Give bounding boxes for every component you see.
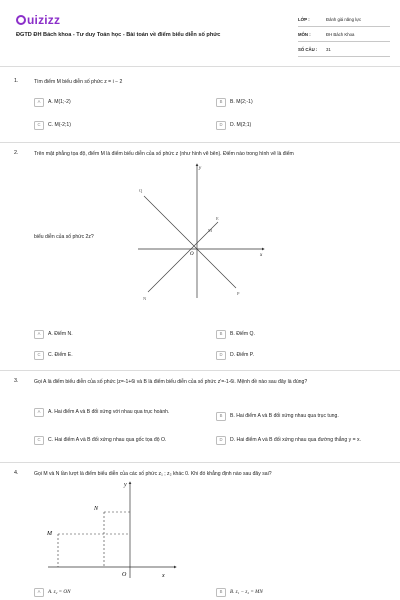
option-text: B. M(2;-1) bbox=[230, 99, 253, 105]
option-letter: A bbox=[34, 408, 44, 417]
option-c[interactable] bbox=[34, 121, 204, 134]
option-c[interactable] bbox=[34, 436, 204, 454]
question-divider bbox=[0, 142, 400, 143]
meta-row-count bbox=[298, 42, 390, 57]
meta-row-class bbox=[298, 12, 390, 27]
worksheet-meta bbox=[298, 12, 390, 57]
question-4 bbox=[0, 468, 400, 600]
option-b[interactable] bbox=[216, 98, 392, 111]
option-letter: A bbox=[34, 330, 44, 339]
question-number: 1. bbox=[14, 78, 19, 84]
option-letter: B bbox=[216, 412, 226, 421]
header-divider bbox=[0, 66, 400, 67]
worksheet-title: ĐGTD ĐH Bách khoa - Tư duy Toán học - Bài toán về điểm biểu diễn số phức bbox=[16, 32, 221, 38]
option-text: C. M(-2;1) bbox=[48, 122, 71, 128]
question-3 bbox=[0, 376, 400, 460]
question-number: 4. bbox=[14, 470, 19, 476]
question-text: Trên mặt phẳng tọa độ, điểm M là điểm biểu diễn của số phức z (như hình vẽ bên). Điểm nào trong hình vẽ là điểm bbox=[34, 151, 294, 157]
option-text: A. Điểm N. bbox=[48, 331, 73, 337]
option-text: A. M(1;-2) bbox=[48, 99, 71, 105]
option-d[interactable] bbox=[216, 436, 392, 454]
x-axis-label: x bbox=[260, 253, 263, 258]
meta-value: ĐH Bách Khoa bbox=[326, 31, 355, 37]
option-letter: A bbox=[34, 98, 44, 107]
question-number: 2. bbox=[14, 150, 19, 156]
point-n-label: N bbox=[143, 296, 147, 301]
option-a[interactable] bbox=[34, 588, 204, 600]
option-text: A. Hai điểm A và B đối xứng với nhau qua trục hoành. bbox=[48, 409, 170, 415]
question-divider bbox=[0, 370, 400, 371]
meta-key: LỚP : bbox=[298, 16, 310, 22]
option-a[interactable] bbox=[34, 98, 204, 111]
option-b[interactable] bbox=[216, 412, 392, 425]
question-1 bbox=[0, 78, 400, 138]
quizizz-logo: uizizz bbox=[16, 13, 60, 27]
option-text: C. Điểm E. bbox=[48, 352, 73, 358]
question-text: Gọi M và N lần lượt là điểm biểu diễn của các số phức z₁ ; z₂ khác 0. Khi đó khẳng định nào sau đây sai? bbox=[34, 471, 272, 477]
option-text: D. Điểm P. bbox=[230, 352, 254, 358]
y-axis-label: y bbox=[199, 166, 202, 171]
option-a[interactable] bbox=[34, 330, 204, 343]
question-text-continued: biểu diễn của số phức 2z? bbox=[34, 234, 94, 240]
option-letter: D bbox=[216, 436, 226, 445]
option-letter: B bbox=[216, 588, 226, 597]
question-divider bbox=[0, 462, 400, 463]
question-text: Gọi A là điểm biểu diễn của số phức |z=-1+6i và B là điểm biểu diễn của số phức z'=-1-6i. Mệnh đề nào sau đây là đúng? bbox=[34, 379, 308, 385]
question-2 bbox=[0, 148, 400, 368]
coordinate-figure-q2 bbox=[130, 158, 270, 303]
origin-label: O bbox=[122, 572, 127, 578]
meta-row-subject bbox=[298, 27, 390, 42]
option-a[interactable] bbox=[34, 408, 204, 426]
option-c[interactable] bbox=[34, 351, 204, 364]
question-text: Tìm điểm M biểu diễn số phức z = i − 2 bbox=[34, 79, 123, 85]
point-m-label: M bbox=[208, 228, 213, 233]
option-b[interactable] bbox=[216, 330, 392, 343]
option-letter: B bbox=[216, 98, 226, 107]
point-e-label: E bbox=[216, 216, 219, 221]
option-d[interactable] bbox=[216, 351, 392, 364]
x-axis-label: x bbox=[162, 573, 165, 579]
origin-label: O bbox=[190, 252, 194, 257]
option-text: B. z₁ − z₂ = MN bbox=[230, 589, 263, 595]
option-letter: C bbox=[34, 121, 44, 130]
question-number: 3. bbox=[14, 378, 19, 384]
point-n-label: N bbox=[94, 506, 99, 512]
option-letter: C bbox=[34, 436, 44, 445]
logo-q-icon bbox=[16, 15, 26, 25]
point-p-label: P bbox=[237, 291, 240, 296]
option-text: B. Điểm Q. bbox=[230, 331, 255, 337]
option-text: D. Hai điểm A và B đối xứng nhau qua đường thẳng y = x. bbox=[230, 437, 361, 443]
y-axis-label: y bbox=[124, 482, 127, 488]
option-d[interactable] bbox=[216, 121, 392, 134]
option-letter: D bbox=[216, 121, 226, 130]
point-m-label: M bbox=[47, 531, 52, 537]
option-b[interactable] bbox=[216, 588, 392, 600]
coordinate-figure-q4 bbox=[38, 478, 178, 583]
option-letter: B bbox=[216, 330, 226, 339]
meta-value: Đánh giá năng lực bbox=[326, 16, 362, 22]
meta-key: SỐ CÂU : bbox=[298, 46, 318, 52]
worksheet-header bbox=[0, 0, 400, 66]
option-text: B. Hai điểm A và B đối xứng nhau qua trục tung. bbox=[230, 413, 339, 419]
point-q-label: Q bbox=[139, 188, 143, 193]
meta-key: MÔN : bbox=[298, 31, 311, 37]
option-letter: D bbox=[216, 351, 226, 360]
option-letter: C bbox=[34, 351, 44, 360]
option-text: C. Hai điểm A và B đối xứng nhau qua gốc tọa độ O. bbox=[48, 437, 167, 443]
line-q-p bbox=[144, 196, 236, 288]
option-text: D. M(2;1) bbox=[230, 122, 252, 128]
option-text: A. z₂ = ON bbox=[48, 589, 71, 595]
meta-value: 31 bbox=[326, 46, 331, 52]
option-letter: A bbox=[34, 588, 44, 597]
